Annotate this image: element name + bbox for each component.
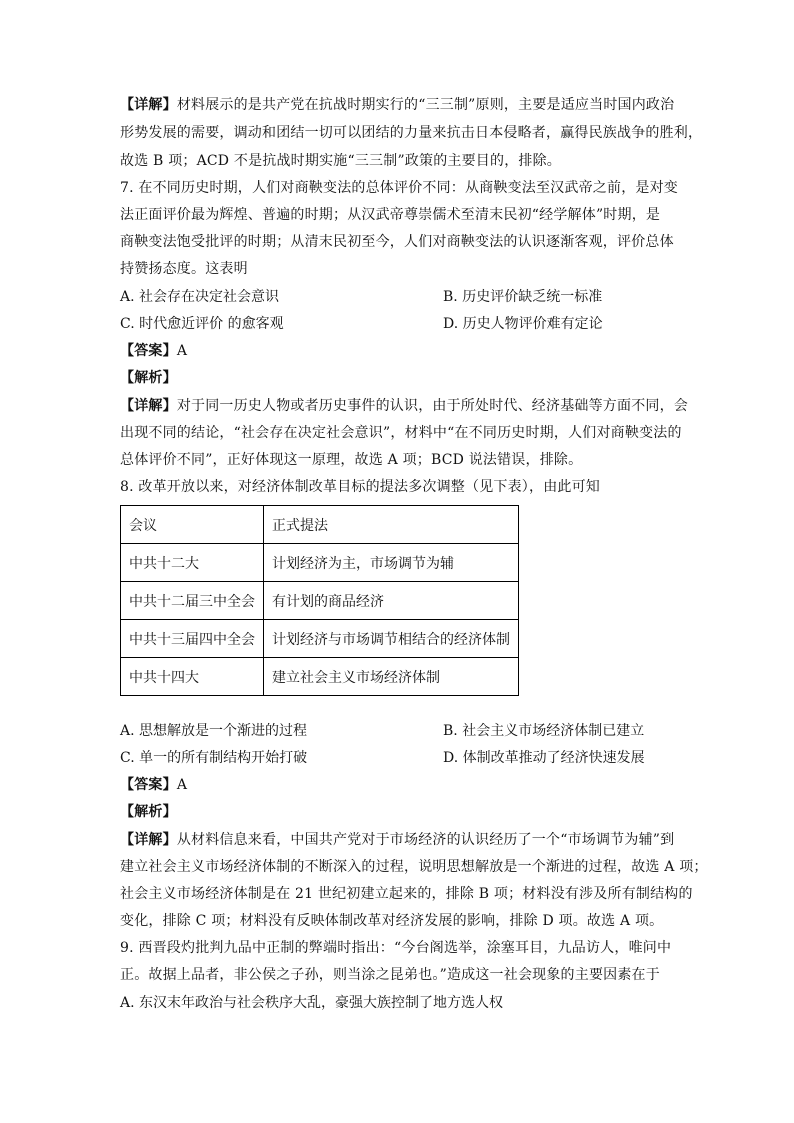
table-cell: 中共十二大 — [121, 544, 264, 582]
q7-option-c: C. 时代愈近评价 的愈客观 — [120, 316, 284, 332]
q8-option-d: D. 体制改革推动了经济快速发展 — [443, 750, 645, 766]
q7-stem-line-3: 商鞅变法饱受批评的时期；从清末民初至今，人们对商鞅变法的认识逐渐客观，评价总体 — [120, 234, 674, 250]
table-header-cell: 会议 — [121, 506, 264, 544]
table-cell: 计划经济为主，市场调节为辅 — [264, 544, 519, 582]
detail-tag: 【详解】 — [120, 97, 177, 113]
q8-detail-line-4: 变化，排除 C 项；材料没有反映体制改革对经济发展的影响，排除 D 项。故选 A 项。 — [120, 913, 664, 929]
q8-option-c: C. 单一的所有制结构开始打破 — [120, 750, 308, 766]
table-row — [121, 544, 519, 582]
table-cell: 中共十四大 — [121, 658, 264, 696]
q7-detail-line-3: 总体评价不同”，正好体现这一原理，故选 A 项；BCD 说法错误，排除。 — [120, 452, 583, 468]
table-cell: 建立社会主义市场经济体制 — [264, 658, 519, 696]
q6-detail-line-1: 【详解】材料展示的是共产党在抗战时期实行的“三三制”原则，主要是适应当时国内政治 — [120, 97, 675, 113]
table-header-row — [121, 506, 519, 544]
answer-value: A — [176, 777, 188, 793]
q8-table — [120, 505, 519, 696]
detail-tag: 【详解】 — [120, 398, 177, 414]
q7-detail-line-1: 【详解】对于同一历史人物或者历史事件的认识，由于所处时代、经济基础等方面不同，会 — [120, 398, 689, 414]
table-cell: 计划经济与市场调节相结合的经济体制 — [264, 620, 519, 658]
q7-stem-line-4: 持赞扬态度。这表明 — [120, 261, 248, 277]
q7-stem-line-1: 7. 在不同历史时期，人们对商鞅变法的总体评价不同：从商鞅变法至汉武帝之前，是对变 — [120, 180, 679, 196]
q9-stem-line-2: 正。故据上品者，非公侯之子孙，则当涂之昆弟也。”造成这一社会现象的主要因素在于 — [120, 967, 660, 983]
table-cell: 中共十三届四中全会 — [121, 620, 264, 658]
q7-option-d: D. 历史人物评价难有定论 — [443, 316, 603, 332]
table-row — [121, 582, 519, 620]
q8-detail-line-1: 【详解】从材料信息来看，中国共产党对于市场经济的认识经历了一个“市场调节为辅”到 — [120, 832, 675, 848]
q7-stem-line-2: 法正面评价最为辉煌、普遍的时期；从汉武帝尊崇儒术至清末民初“经学解体”时期，是 — [120, 207, 661, 223]
q6-detail-line-2: 形势发展的需要，调动和团结一切可以团结的力量来抗击日本侵略者，赢得民族战争的胜利， — [120, 125, 703, 141]
q9-option-a: A. 东汉末年政治与社会秩序大乱，豪强大族控制了地方选人权 — [120, 995, 504, 1011]
answer-tag: 【答案】 — [120, 777, 177, 793]
q8-detail-line-3: 社会主义市场经济体制是在 21 世纪初建立起来的，排除 B 项；材料没有涉及所有制结构的 — [120, 886, 693, 902]
detail-tag: 【详解】 — [120, 832, 177, 848]
q8-analysis-tag: 【解析】 — [120, 804, 177, 820]
table-row — [121, 620, 519, 658]
q7-detail-line-2: 出现不同的结论，“社会存在决定社会意识”，材料中“在不同历史时期，人们对商鞅变法的 — [120, 425, 682, 441]
table-row — [121, 658, 519, 696]
answer-tag: 【答案】 — [120, 343, 177, 359]
q7-answer — [120, 341, 187, 361]
table-cell: 中共十二届三中全会 — [121, 582, 264, 620]
q8-detail-line-2: 建立社会主义市场经济体制的不断深入的过程，说明思想解放是一个渐进的过程，故选 A 项； — [120, 859, 708, 875]
q8-option-a: A. 思想解放是一个渐进的过程 — [120, 723, 308, 739]
answer-value: A — [176, 343, 188, 359]
q7-analysis-tag: 【解析】 — [120, 370, 177, 386]
table-cell: 有计划的商品经济 — [264, 582, 519, 620]
q8-answer — [120, 775, 187, 795]
q6-detail-line-3: 故选 B 项；ACD 不是抗战时期实施“三三制”政策的主要目的，排除。 — [120, 153, 561, 169]
table-header-cell: 正式提法 — [264, 506, 519, 544]
q7-option-b: B. 历史评价缺乏统一标准 — [443, 289, 603, 305]
q9-stem-line-1: 9. 西晋段灼批判九品中正制的弊端时指出：“今台阁选举，涂塞耳目，九品访人，唯问中 — [120, 940, 672, 956]
q8-stem: 8. 改革开放以来，对经济体制改革目标的提法多次调整（见下表），由此可知 — [120, 479, 601, 495]
q7-option-a: A. 社会存在决定社会意识 — [120, 289, 280, 305]
q8-option-b: B. 社会主义市场经济体制已建立 — [443, 723, 645, 739]
